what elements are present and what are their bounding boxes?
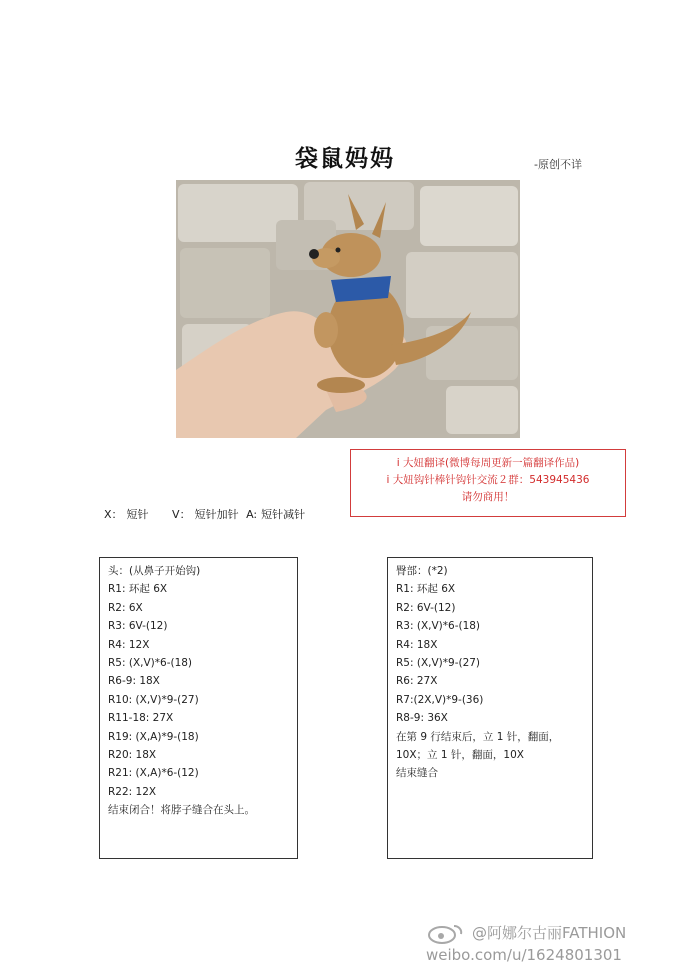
pattern-row: R3: 6V-(12) (108, 620, 168, 633)
legend-key-x: X： (104, 508, 123, 521)
stitch-legend (104, 506, 309, 522)
author-note: -原创不详 (534, 158, 582, 171)
pattern-row: R4: 18X (396, 638, 438, 651)
pattern-row: 结束缝合 (396, 767, 438, 780)
pattern-row: R2: 6V-(12) (396, 601, 456, 614)
translator-notice (350, 449, 626, 517)
pattern-row: R1: 环起 6X (396, 583, 456, 596)
pattern-title: 袋鼠妈妈 (295, 145, 395, 172)
legend-value-a: 短针减针 (261, 508, 306, 521)
pattern-row: R4: 12X (108, 638, 150, 651)
pattern-row: 10X；立 1 针，翻面，10X (396, 749, 524, 762)
watermark-url: weibo.com/u/1624801301 (426, 946, 622, 964)
legend-value-x: 短针 (126, 508, 149, 521)
head-pattern-box (99, 557, 298, 859)
pattern-row: R6: 27X (396, 675, 438, 688)
notice-line-noncommercial: 请勿商用！ (461, 491, 515, 503)
hip-pattern-box (387, 557, 593, 859)
pattern-row: R22: 12X (108, 785, 157, 798)
pattern-row: R5: (X,V)*6-(18) (108, 657, 193, 670)
pattern-row: R5: (X,V)*9-(27) (396, 657, 481, 670)
pattern-row: R10: (X,V)*9-(27) (108, 693, 199, 706)
pattern-row: R6-9: 18X (108, 675, 160, 688)
kangaroo-photo (176, 180, 520, 438)
pattern-row: 结束闭合！将脖子缝合在头上。 (108, 804, 255, 817)
pattern-row: R2: 6X (108, 601, 143, 614)
head-pattern-title: 头：(从鼻子开始钩) (108, 565, 201, 577)
pattern-row: R20: 18X (108, 749, 157, 762)
notice-line-group: i 大妞钩针棒针钩针交流２群：543945436 (386, 474, 590, 486)
legend-value-v: 短针加针 (194, 508, 239, 521)
legend-key-v: V： (172, 508, 191, 521)
pattern-row: R8-9: 36X (396, 712, 448, 725)
pattern-row: R1: 环起 6X (108, 583, 168, 596)
hip-pattern-title: 臀部：(*2) (396, 565, 448, 577)
pattern-row: R21: (X,A)*6-(12) (108, 767, 199, 780)
legend-key-a: A: (246, 508, 258, 521)
weibo-watermark (426, 922, 686, 966)
pattern-row: R11-18: 27X (108, 712, 174, 725)
weibo-logo-icon (426, 922, 466, 944)
pattern-row: R19: (X,A)*9-(18) (108, 730, 199, 743)
notice-line-translator: i 大妞翻译(微博每周更新一篇翻译作品) (396, 457, 580, 469)
pattern-row: 在第 9 行结束后，立 1 针，翻面， (396, 730, 560, 743)
pattern-row: R3: (X,V)*6-(18) (396, 620, 481, 633)
pattern-row: R7:(2X,V)*9-(36) (396, 693, 484, 706)
watermark-handle: @阿娜尔古丽FATHION (472, 924, 627, 942)
